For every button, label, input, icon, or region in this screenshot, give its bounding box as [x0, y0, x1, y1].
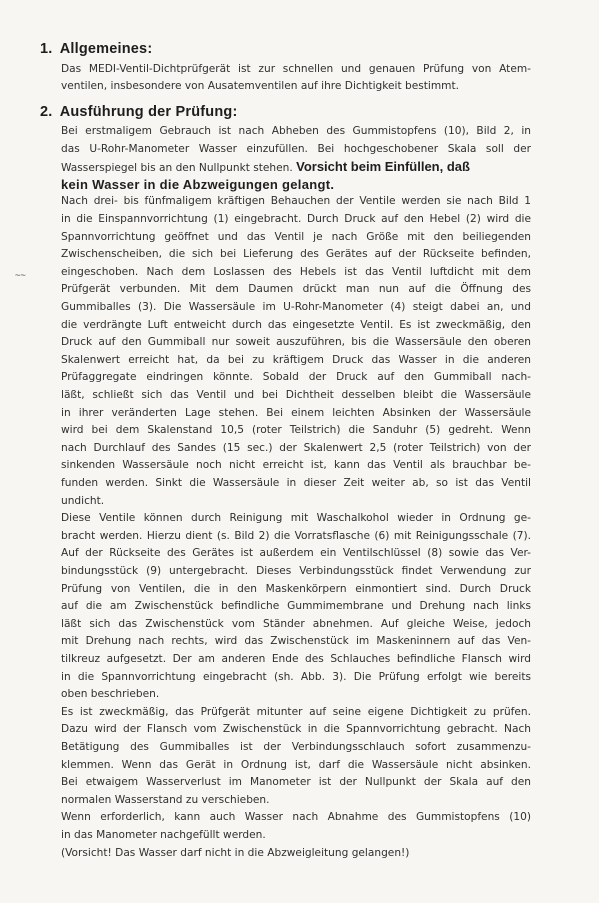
section-1-line: ventilen, insbesondere von Ausatemventilen auf ihre Dichtigkeit bestimmt.: [61, 80, 460, 92]
section-2-line: kein Wasser in die Abzweigungen gelangt.: [61, 176, 335, 192]
section-2-line: Spannvorrichtung geöffnet und das Ventil je nach Größe mit den beiliegenden: [61, 230, 531, 243]
section-2-heading: [40, 104, 237, 120]
section-2-line: wird bei dem Skalenstand 10,5 (roter Teilstrich) die Sanduhr (5) gedreht. Wenn: [61, 424, 531, 437]
margin-mark: ~~: [15, 271, 26, 281]
section-2-line: die verdrängte Luft entweicht durch das eingesetzte Ventil. Es ist zweckmäßig, den: [61, 318, 531, 331]
caution-text: Vorsicht beim Einfüllen, daß: [296, 159, 470, 175]
section-2-line: in die Spannvorrichtung eingebracht (sh. Abb. 3). Die Prüfung erfolgt wie bereits: [61, 670, 531, 683]
section-2-line: funden werden. Sinkt die Wassersäule in dieser Zeit weiter ab, so ist das Ventil: [61, 477, 531, 489]
section-2-line: Betätigung des Gummiballes ist der Verbindungsschlauch sofort zusammenzu-: [61, 741, 531, 753]
line-text: Wasserspiegel bis an den Nullpunkt stehen.: [61, 162, 293, 175]
section-2-line: bracht werden. Hierzu dient (s. Bild 2) die Vorratsflasche (6) mit Reinigungsschale (7).: [61, 529, 531, 542]
section-2-line: normalen Wasserstand zu verschieben.: [61, 793, 270, 806]
section-2-line: Dazu wird der Flansch vom Zwischenstück in die Spannvorrichtung gebracht. Nach: [61, 723, 531, 736]
section-2-line: nach Durchlauf des Sandes (15 sec.) der Skalenwert 2,5 (roter Teilstrich) von der: [61, 441, 531, 454]
section-2-line: in die Einspannvorrichtung (1) eingebracht. Durch Druck auf den Hebel (2) wird die: [61, 213, 531, 225]
section-2-line: oben beschrieben.: [61, 688, 160, 701]
section-2-line: in das Manometer nachgefüllt werden.: [61, 829, 266, 841]
section-2-number: 2.: [40, 104, 53, 120]
section-2-line: (Vorsicht! Das Wasser darf nicht in die Abzweigleitung gelangen!): [61, 846, 410, 859]
section-2-line: klemmen. Wenn das Gerät in Ordnung ist, darf die Wassersäule nicht absinken.: [61, 758, 531, 771]
section-2-title: Ausführung der Prüfung:: [59, 104, 238, 120]
section-2-line: Wenn erforderlich, kann auch Wasser nach Abnahme des Gummistopfens (10): [61, 811, 531, 824]
section-2-line: läßt sich das Zwischenstück vom Ständer abnehmen. Auf gleiche Weise, jedoch: [61, 617, 531, 630]
section-2-line: Druck auf den Gummiball nur soweit auszuführen, bis die Wassersäule den oberen: [61, 336, 531, 349]
section-2-line: in ihrer veränderten Lage stehen. Bei einem leichten Absinken der Wassersäule: [61, 406, 531, 419]
section-2-line: läßt, schließt sich das Ventil und bei Dichtheit desselben bleibt die Wassersäule: [61, 389, 531, 401]
section-2-line: bindungsstück (9) untergebracht. Dieses Verbindungsstück findet Verwendung zur: [61, 565, 531, 577]
section-1-title: Allgemeines:: [59, 41, 153, 57]
section-2-line: Skalenwert erreicht hat, da bei zu kräftigem Druck das Wasser in die anderen: [61, 353, 531, 366]
section-2-line: Diese Ventile können durch Reinigung mit Waschalkohol wieder in Ordnung ge-: [61, 512, 531, 525]
section-2-line: Prüfgerät verbunden. Mit dem Daumen drückt man nun auf die Öffnung des: [61, 283, 531, 296]
section-1-number: 1.: [40, 41, 53, 57]
section-2-line: mit Drehung nach rechts, wird das Zwischenstück im Maskeninnern auf das Ven-: [61, 635, 531, 648]
section-2-line: Prüfaggregate eindringen könnte. Sobald der Druck auf den Gummiball nach-: [61, 371, 531, 384]
section-2-line: undicht.: [61, 494, 105, 507]
section-2-line: auf die am Zwischenstück befindliche Gummimembrane und Drehung nach links: [61, 600, 531, 613]
section-1-line: Das MEDI-Ventil-Dichtprüfgerät ist zur schnellen und genauen Prüfung von Atem-: [61, 63, 531, 75]
section-2-line: Prüfung von Ventilen, die in den Maskenkörpern einmontiert sind. Durch Druck: [61, 582, 531, 595]
section-2-line: Bei etwaigem Wasserverlust im Manometer ist der Nullpunkt der Skala auf den: [61, 776, 531, 789]
section-2-line: Es ist zweckmäßig, das Prüfgerät mitunter auf seine eigene Dichtigkeit zu prüfen.: [61, 705, 531, 718]
section-2-line: sinkenden Wassersäule noch nicht erreicht ist, kann das Ventil als brauchbar be-: [61, 459, 531, 472]
section-2-line: das U-Rohr-Manometer Wasser einzufüllen. Bei hochgeschobener Skala soll der: [61, 142, 531, 155]
section-2-line: Bei erstmaligem Gebrauch ist nach Abheben des Gummistopfens (10), Bild 2, in: [61, 125, 531, 137]
section-2-line: Zwischenscheiben, die sich bei Lieferung des Gerätes auf der Rückseite befinden,: [61, 248, 531, 261]
section-2-line: Gummiballes (3). Die Wassersäule im U-Rohr-Manometer (4) steigt dabei an, und: [61, 301, 531, 313]
section-2-line: Auf der Rückseite des Gerätes ist außerdem ein Ventilschlüssel (8) sowie das Ver-: [61, 547, 531, 560]
section-1-heading: [40, 41, 152, 57]
section-2-line: [61, 158, 531, 177]
section-2-line: tilkreuz aufgesetzt. Der am anderen Ende des Schlauches befindliche Flansch wird: [61, 653, 531, 665]
section-2-line: Nach drei- bis fünfmaligem kräftigen Behauchen der Ventile werden sie nach Bild 1: [61, 195, 531, 208]
section-2-line: eingeschoben. Nach dem Loslassen des Hebels ist das Ventil luftdicht mit dem: [61, 265, 531, 278]
